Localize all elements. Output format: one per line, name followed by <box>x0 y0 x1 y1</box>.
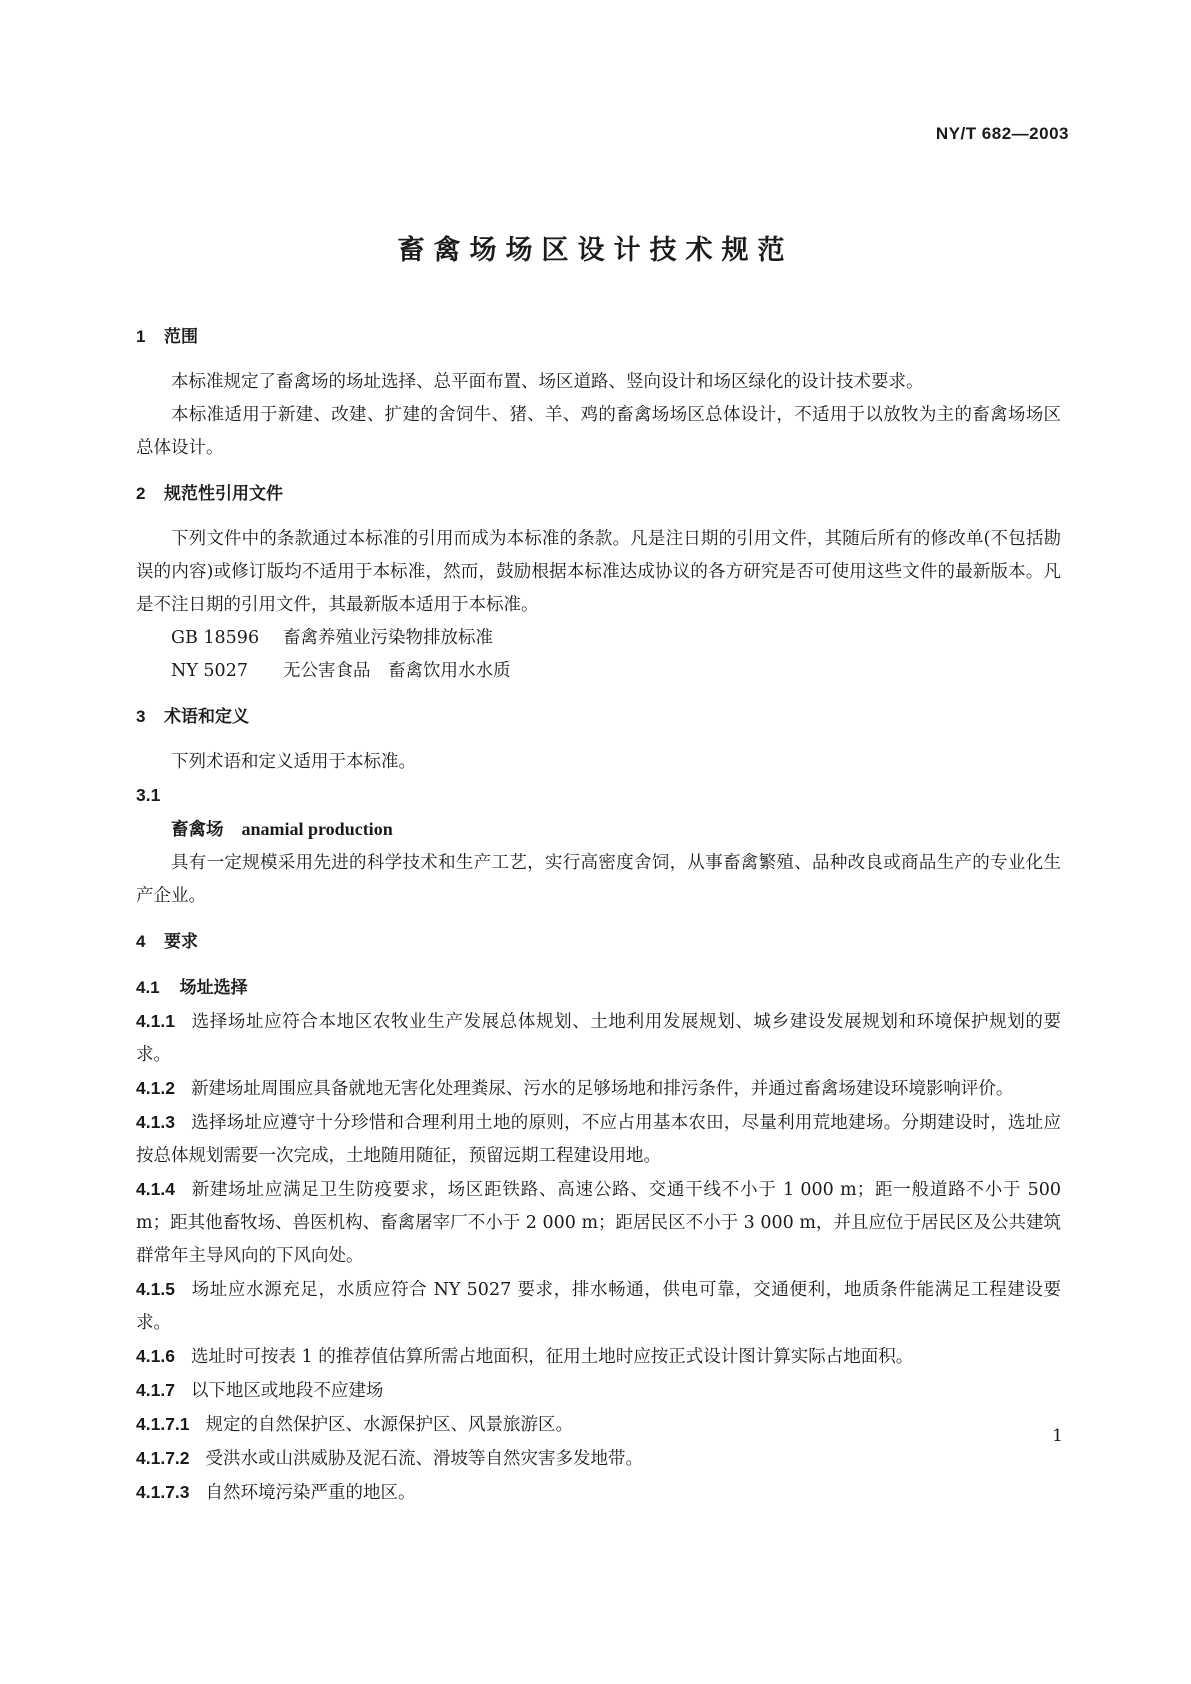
clause-text: 选址时可按表 1 的推荐值估算所需占地面积，征用土地时应按正式设计图计算实际占地面积。 <box>190 1347 914 1367</box>
clause-4-1-7-3 <box>136 1476 1061 1510</box>
paragraph: 本标准规定了畜禽场的场址选择、总平面布置、场区道路、竖向设计和场区绿化的设计技术要求。 <box>171 372 924 392</box>
reference-code: NY 5027 <box>171 661 248 681</box>
document-title: 畜禽场场区设计技术规范 <box>397 235 794 266</box>
clause-number: 4.1.7.2 <box>136 1448 190 1468</box>
clause-4-1-6 <box>136 1340 1061 1374</box>
reference-code: GB 18596 <box>171 628 260 648</box>
clause-number: 4.1.7 <box>136 1380 175 1400</box>
clause-text: 以下地区或地段不应建场 <box>190 1381 384 1401</box>
reference-title: 畜禽养殖业污染物排放标准 <box>283 628 493 648</box>
reference-title: 无公害食品 畜禽饮用水水质 <box>283 661 511 681</box>
standard-code: NY/T 682—2003 <box>935 124 1069 143</box>
clause-4-1-7-2 <box>136 1442 1061 1476</box>
reference-item <box>136 622 1061 655</box>
subsection-number: 4.1 <box>136 978 160 997</box>
clause-number: 4.1.3 <box>136 1112 175 1132</box>
clause-number: 4.1.2 <box>136 1078 175 1098</box>
section-title: 要求 <box>164 932 198 952</box>
section-4-heading <box>136 925 1061 959</box>
term-entry <box>136 813 1061 847</box>
document-body <box>136 320 1061 1510</box>
section-number: 2 <box>136 484 146 503</box>
clause-number: 4.1.1 <box>136 1011 175 1031</box>
clause-number: 4.1.4 <box>136 1179 175 1199</box>
clause-text: 规定的自然保护区、水源保护区、风景旅游区。 <box>205 1415 574 1435</box>
clause-number: 4.1.7.3 <box>136 1482 190 1502</box>
section-title: 范围 <box>164 327 198 347</box>
clause-4-1-7-1 <box>136 1408 1061 1442</box>
section-number: 1 <box>136 327 146 346</box>
subsection-title: 场址选择 <box>179 978 248 998</box>
clause-number: 4.1.7.1 <box>136 1414 190 1434</box>
clause-4-1-7 <box>136 1374 1061 1408</box>
term-definition: 具有一定规模采用先进的科学技术和生产工艺，实行高密度舍饲，从事畜禽繁殖、品种改良或商品生产的专业化生产企业。 <box>136 853 1061 906</box>
clause-text: 场址应水源充足，水质应符合 NY 5027 要求，排水畅通，供电可靠，交通便利，地质条件能满足工程建设要求。 <box>136 1280 1061 1333</box>
clause-number: 4.1.6 <box>136 1346 175 1366</box>
clause-text: 自然环境污染严重的地区。 <box>205 1483 416 1503</box>
term-english: anamial production <box>241 819 393 839</box>
section-1-heading <box>136 320 1061 354</box>
paragraph: 本标准适用于新建、改建、扩建的舍饲牛、猪、羊、鸡的畜禽场场区总体设计，不适用于以放牧为主的畜禽场场区总体设计。 <box>136 405 1061 458</box>
clause-4-1-2 <box>136 1072 1061 1106</box>
clause-text: 新建场址应满足卫生防疫要求，场区距铁路、高速公路、交通干线不小于 1 000 m；距一般道路不小于 500 m；距其他畜牧场、兽医机构、畜禽屠宰厂不小于 2 000 m；距居民区不小于 3 000 m，并且应位于居民区及公共建筑群常年主导风向的下风向处。 <box>136 1180 1061 1266</box>
clause-4-1-1 <box>136 1005 1061 1072</box>
term-number <box>136 779 1061 813</box>
section-title: 术语和定义 <box>164 707 249 727</box>
clause-4-1-3 <box>136 1106 1061 1173</box>
clause-text: 选择场址应遵守十分珍惜和合理利用土地的原则，不应占用基本农田，尽量利用荒地建场。分期建设时，选址应按总体规划需要一次完成，土地随用随征，预留远期工程建设用地。 <box>136 1113 1061 1166</box>
term-number-text: 3.1 <box>136 785 161 805</box>
page-number: 1 <box>1052 1426 1063 1446</box>
term-chinese: 畜禽场 <box>171 820 224 840</box>
clause-text: 新建场址周围应具备就地无害化处理粪尿、污水的足够场地和排污条件，并通过畜禽场建设环境影响评价。 <box>190 1079 1014 1099</box>
section-2-heading <box>136 477 1061 511</box>
section-title: 规范性引用文件 <box>164 484 283 504</box>
clause-text: 受洪水或山洪威胁及泥石流、滑坡等自然灾害多发地带。 <box>205 1449 644 1469</box>
clause-text: 选择场址应符合本地区农牧业生产发展总体规划、土地利用发展规划、城乡建设发展规划和环境保护规划的要求。 <box>136 1012 1061 1065</box>
reference-item <box>136 655 1061 688</box>
clause-4-1-5 <box>136 1273 1061 1340</box>
paragraph: 下列术语和定义适用于本标准。 <box>171 752 416 772</box>
section-number: 4 <box>136 932 146 951</box>
section-3-heading <box>136 700 1061 734</box>
paragraph: 下列文件中的条款通过本标准的引用而成为本标准的条款。凡是注日期的引用文件，其随后所有的修改单(不包括勘误的内容)或修订版均不适用于本标准，然而，鼓励根据本标准达成协议的各方研究是否可使用这些文件的最新版本。凡是不注日期的引用文件，其最新版本适用于本标准。 <box>136 529 1061 615</box>
subsection-4-1-heading <box>136 971 1061 1005</box>
section-number: 3 <box>136 707 146 726</box>
clause-number: 4.1.5 <box>136 1279 175 1299</box>
clause-4-1-4 <box>136 1173 1061 1273</box>
